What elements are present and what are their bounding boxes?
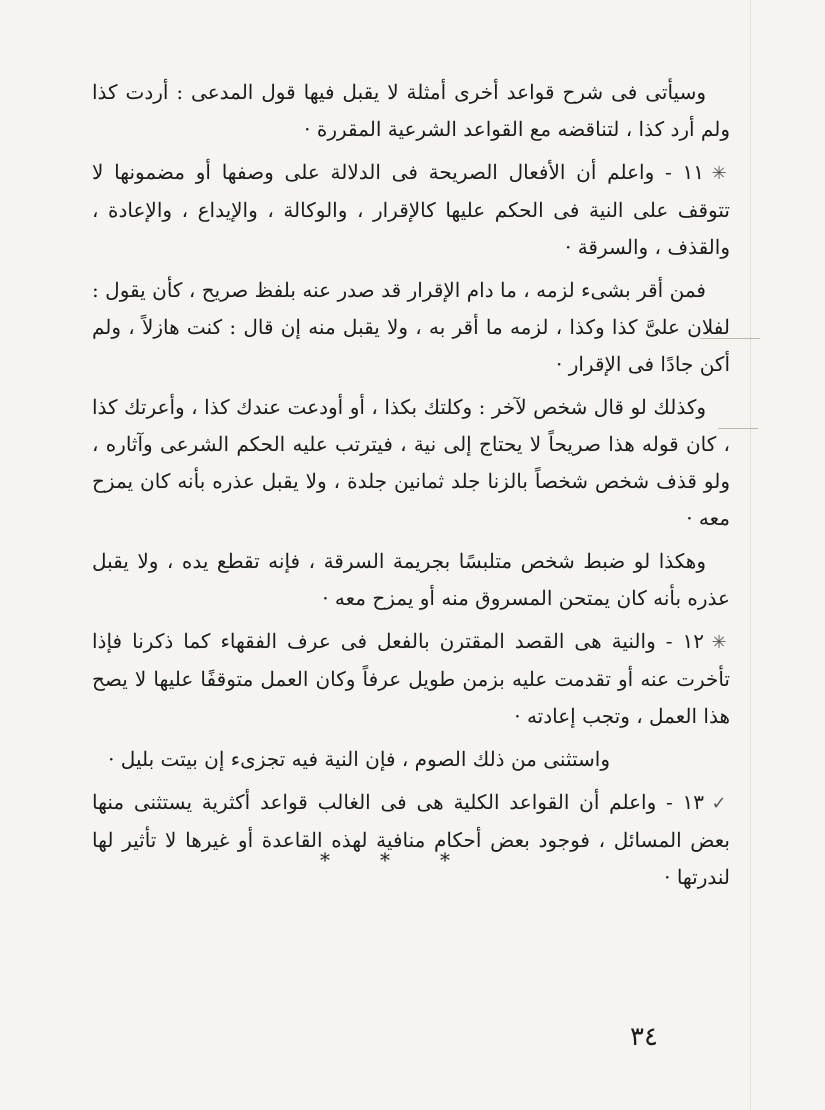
asterisk-marker-icon: ✳ bbox=[711, 163, 727, 184]
section-separator bbox=[320, 848, 450, 872]
paragraph-text: ١١ - واعلم أن الأفعال الصريحة فى الدلالة على وصفها أو مضمونها لا تتوقف على النية فى الحكم عليها كالإقرار ، والوكالة ، والإيداع ، والإعادة ، والقذف ، والسرقة · bbox=[92, 160, 730, 259]
paragraph-numbered bbox=[92, 784, 730, 896]
paragraph: وكذلك لو قال شخص لآخر : وكلتك بكذا ، أو أودعت عندك كذا ، وأعرتك كذا ، كان قوله هذا صريحاً لا يحتاج إلى نية ، فيترتب عليه الحكم الشرعى وآثاره ، ولو قذف شخص شخصاً بالزنا جلد ثمانين جلدة ، ولا يقبل عذره بأنه كان يمزح معه · bbox=[92, 395, 730, 530]
separator-star: * bbox=[320, 848, 330, 872]
paragraph: فمن أقر بشىء لزمه ، ما دام الإقرار قد صدر عنه بلفظ صريح ، كأن يقول : لفلان علىَّ كذا وكذا ، لزمه ما أقر به ، ولا يقبل منه إن قال : كنت هازلاً ، ولم أكن جادًا فى الإقرار · bbox=[92, 278, 730, 376]
paragraph: وهكذا لو ضبط شخص متلبسًا بجريمة السرقة ، فإنه تقطع يده ، ولا يقبل عذره بأنه كان يمتحن المسروق منه أو يمزح معه · bbox=[92, 549, 730, 610]
scan-edge-line bbox=[750, 0, 751, 1110]
paragraph-numbered bbox=[92, 623, 730, 735]
paragraph: واستثنى من ذلك الصوم ، فإن النية فيه تجزىء إن بيتت بليل · bbox=[108, 747, 610, 771]
paragraph-numbered bbox=[92, 154, 730, 266]
asterisk-marker-icon: ✳ bbox=[711, 632, 727, 653]
paragraph-text: ١٣ - واعلم أن القواعد الكلية هى فى الغالب قواعد أكثرية يستثنى منها بعض المسائل ، فوجود بعض أحكام منافية لهذه القاعدة أو غيرها لا تأثير لها لندرتها · bbox=[92, 790, 730, 889]
separator-star: * bbox=[380, 848, 390, 872]
check-marker-icon: ✓ bbox=[711, 793, 727, 814]
paragraph-text: ١٢ - والنية هى القصد المقترن بالفعل فى عرف الفقهاء كما ذكرنا فإذا تأخرت عنه أو تقدمت عليه بزمن طويل عرفاً وكان العمل متوقفًا عليها لا يصح هذا العمل ، وتجب إعادته · bbox=[92, 629, 730, 728]
body-text bbox=[92, 74, 730, 902]
separator-star: * bbox=[440, 848, 450, 872]
paragraph: وسيأتى فى شرح قواعد أخرى أمثلة لا يقبل فيها قول المدعى : أردت كذا ولم أرد كذا ، لتناقضه مع القواعد الشرعية المقررة · bbox=[92, 80, 730, 141]
page-number: ٣٤ bbox=[630, 1022, 658, 1052]
